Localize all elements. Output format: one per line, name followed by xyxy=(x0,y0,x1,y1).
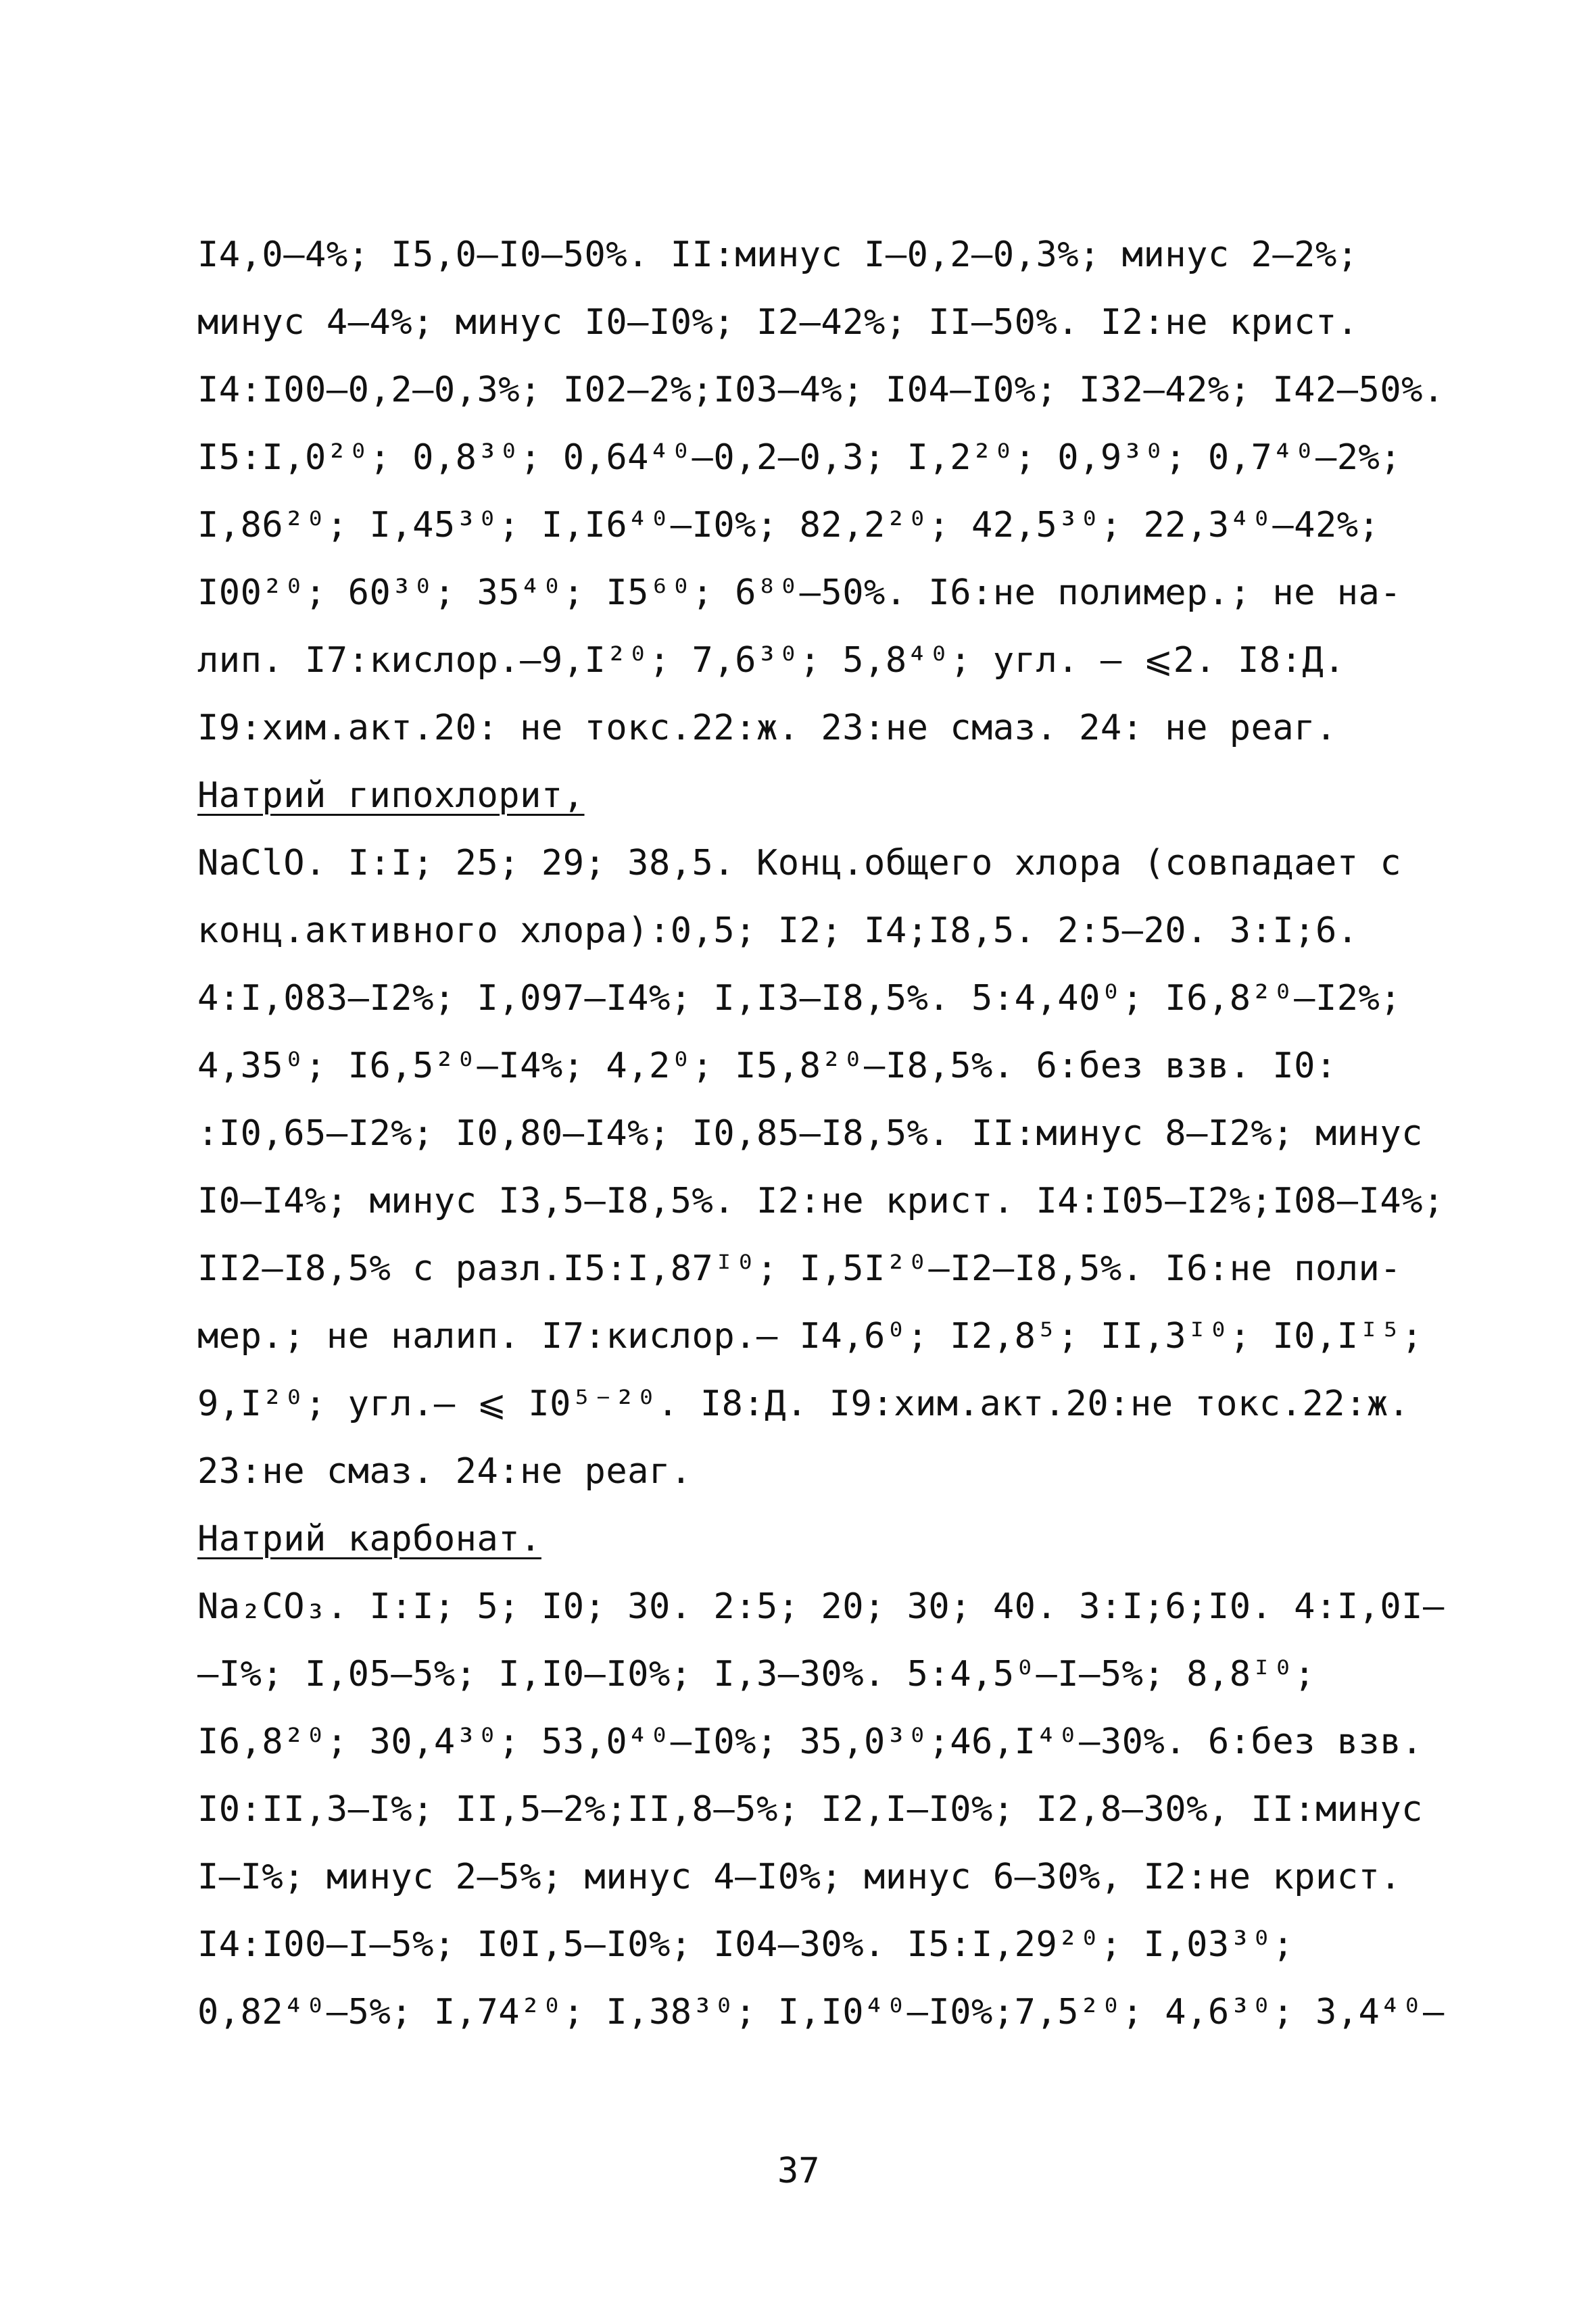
text-line: NaClO. I:I; 25; 29; 38,5. Конц.общего хлора (совпадает с xyxy=(197,843,1402,883)
text-line: I4:I00–I–5%; I0I,5–I0%; I04–30%. I5:I,29²⁰; I,03³⁰; xyxy=(197,1924,1295,1965)
text-line: 9,I²⁰; угл.– ⩽ I0⁵⁻²⁰. I8:Д. I9:хим.акт.20:не токс.22:ж. xyxy=(197,1384,1410,1424)
text-line: конц.активного хлора):0,5; I2; I4;I8,5. 2:5–20. 3:I;6. xyxy=(197,910,1359,951)
text-line: лип. I7:кислор.–9,I²⁰; 7,6³⁰; 5,8⁴⁰; угл. – ⩽2. I8:Д. xyxy=(197,640,1346,681)
text-line: –I%; I,05–5%; I,I0–I0%; I,3–30%. 5:4,5⁰–I–5%; 8,8ᴵ⁰; xyxy=(197,1654,1315,1695)
text-line: 4,35⁰; I6,5²⁰–I4%; 4,2⁰; I5,8²⁰–I8,5%. 6:без взв. I0: xyxy=(197,1046,1337,1086)
text-line: I,86²⁰; I,45³⁰; I,I6⁴⁰–I0%; 82,2²⁰; 42,5³⁰; 22,3⁴⁰–42%; xyxy=(197,505,1380,545)
text-line: I6,8²⁰; 30,4³⁰; 53,0⁴⁰–I0%; 35,0³⁰;46,I⁴⁰–30%. 6:без взв. xyxy=(197,1722,1423,1762)
text-line: I00²⁰; 60³⁰; 35⁴⁰; I5⁶⁰; 6⁸⁰–50%. I6:не полимер.; не на- xyxy=(197,572,1402,613)
text-line: 4:I,083–I2%; I,097–I4%; I,I3–I8,5%. 5:4,40⁰; I6,8²⁰–I2%; xyxy=(197,978,1402,1019)
text-line: II2–I8,5% с разл.I5:I,87ᴵ⁰; I,5I²⁰–I2–I8,5%. I6:не поли- xyxy=(197,1248,1402,1289)
text-line: Na₂CO₃. I:I; 5; I0; 30. 2:5; 20; 30; 40. 3:I;6;I0. 4:I,0I– xyxy=(197,1586,1445,1627)
text-line: I9:хим.акт.20: не токс.22:ж. 23:не смаз. 24: не реаг. xyxy=(197,708,1337,748)
text-line: I0:II,3–I%; II,5–2%;II,8–5%; I2,I–I0%; I2,8–30%, II:минус xyxy=(197,1789,1423,1830)
text-line: I4,0–4%; I5,0–I0–50%. II:минус I–0,2–0,3%; минус 2–2%; xyxy=(197,235,1359,275)
text-line: I5:I,0²⁰; 0,8³⁰; 0,64⁴⁰–0,2–0,3; I,2²⁰; 0,9³⁰; 0,7⁴⁰–2%; xyxy=(197,437,1402,478)
page-number: 37 xyxy=(777,2151,820,2191)
section-heading-sodium-carbonate: Натрий карбонат. xyxy=(197,1519,541,1559)
text-line: 23:не смаз. 24:не реаг. xyxy=(197,1451,692,1492)
text-line: I–I%; минус 2–5%; минус 4–I0%; минус 6–30%, I2:не крист. xyxy=(197,1857,1402,1897)
section-heading-sodium-hypochlorite: Натрий гипохлорит, xyxy=(197,775,585,816)
text-line: минус 4–4%; минус I0–I0%; I2–42%; II–50%. I2:не крист. xyxy=(197,302,1359,343)
text-line: мер.; не налип. I7:кислор.– I4,6⁰; I2,8⁵; II,3ᴵ⁰; I0,Iᴵ⁵; xyxy=(197,1316,1423,1357)
text-line: :I0,65–I2%; I0,80–I4%; I0,85–I8,5%. II:минус 8–I2%; минус xyxy=(197,1113,1423,1154)
text-line: I0–I4%; минус I3,5–I8,5%. I2:не крист. I4:I05–I2%;I08–I4%; xyxy=(197,1181,1445,1221)
text-line: 0,82⁴⁰–5%; I,74²⁰; I,38³⁰; I,I0⁴⁰–I0%;7,5²⁰; 4,6³⁰; 3,4⁴⁰– xyxy=(197,1992,1445,2032)
text-line: I4:I00–0,2–0,3%; I02–2%;I03–4%; I04–I0%; I32–42%; I42–50%. xyxy=(197,370,1445,410)
